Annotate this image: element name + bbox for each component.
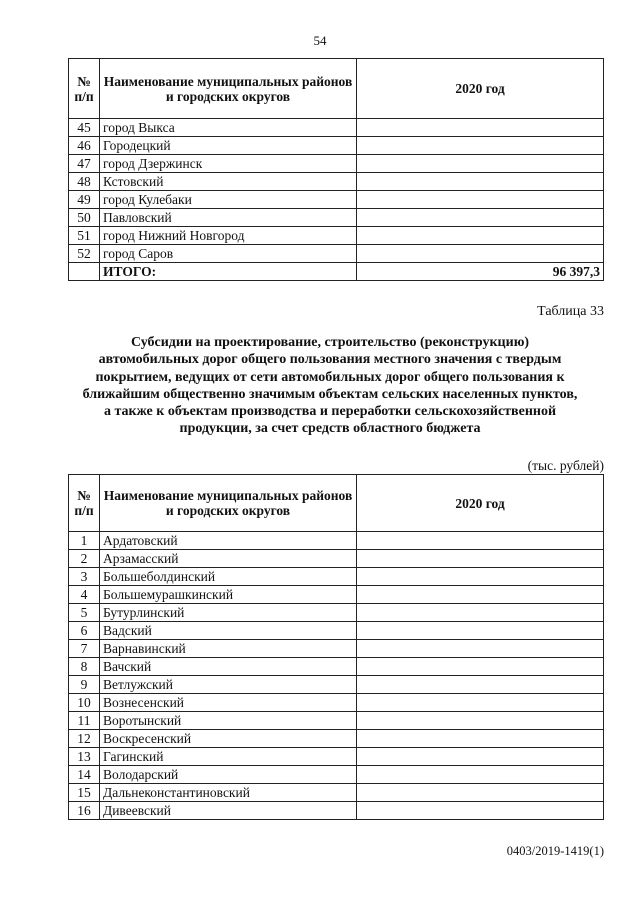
- district-name: Дивеевский: [100, 802, 357, 820]
- row-number: 7: [69, 640, 100, 658]
- table-header-row: [69, 475, 604, 532]
- table-row: [69, 155, 604, 173]
- row-number: 10: [69, 694, 100, 712]
- table-row: [69, 586, 604, 604]
- row-number: 49: [69, 191, 100, 209]
- table-row: [69, 209, 604, 227]
- amount-cell: [357, 586, 604, 604]
- table-row: [69, 694, 604, 712]
- amount-cell: [357, 712, 604, 730]
- row-number: 4: [69, 586, 100, 604]
- district-name: Большеболдинский: [100, 568, 357, 586]
- district-name: город Кулебаки: [100, 191, 357, 209]
- amount-cell: [357, 766, 604, 784]
- table-row: [69, 173, 604, 191]
- district-name: город Нижний Новгород: [100, 227, 357, 245]
- amount-cell: [357, 550, 604, 568]
- amount-cell: [357, 676, 604, 694]
- table-row: [69, 532, 604, 550]
- district-name: Павловский: [100, 209, 357, 227]
- table-row: [69, 748, 604, 766]
- table-row: [69, 730, 604, 748]
- row-number: 52: [69, 245, 100, 263]
- district-name: Воротынский: [100, 712, 357, 730]
- amount-cell: [357, 694, 604, 712]
- amount-cell: [357, 209, 604, 227]
- table-row: [69, 119, 604, 137]
- column-header-number: № п/п: [69, 59, 100, 119]
- amount-cell: [357, 604, 604, 622]
- table-title: Субсидии на проектирование, строительство (реконструкцию) автомобильных дорог общего пользования местного значения с твердым покрытием, ведущих от сети автомобильных дорог общего пользования к ближайшим общественно значимым объектам сельских населенных пунктов, а также к объектам производства и переработки сельскохозяйственной продукции, за счет средств областного бюджета: [82, 335, 578, 437]
- row-number: 2: [69, 550, 100, 568]
- row-number: 12: [69, 730, 100, 748]
- column-header-number: № п/п: [69, 475, 100, 532]
- row-number: 9: [69, 676, 100, 694]
- table-row: [69, 712, 604, 730]
- row-number: 3: [69, 568, 100, 586]
- units-note: (тыс. рублей): [527, 458, 604, 473]
- district-name: Ардатовский: [100, 532, 357, 550]
- page-number: 54: [313, 33, 327, 48]
- district-name: Гагинский: [100, 748, 357, 766]
- amount-cell: [357, 155, 604, 173]
- row-number: 8: [69, 658, 100, 676]
- amount-cell: [357, 173, 604, 191]
- row-number: 1: [69, 532, 100, 550]
- table-row: [69, 676, 604, 694]
- table-row: [69, 640, 604, 658]
- district-name: Володарский: [100, 766, 357, 784]
- table-row: [69, 227, 604, 245]
- table-row: [69, 550, 604, 568]
- total-number-cell: [69, 263, 100, 281]
- column-header-year: 2020 год: [357, 59, 604, 119]
- table-header-row: [69, 59, 604, 119]
- row-number: 16: [69, 802, 100, 820]
- row-number: 50: [69, 209, 100, 227]
- district-name: Арзамасский: [100, 550, 357, 568]
- table-row: [69, 802, 604, 820]
- district-name: Варнавинский: [100, 640, 357, 658]
- total-label: ИТОГО:: [100, 263, 357, 281]
- amount-cell: [357, 640, 604, 658]
- amount-cell: [357, 748, 604, 766]
- subsidy-table-continued: [68, 58, 604, 281]
- amount-cell: [357, 622, 604, 640]
- amount-cell: [357, 137, 604, 155]
- district-name: Бутурлинский: [100, 604, 357, 622]
- amount-cell: [357, 227, 604, 245]
- district-name: город Выкса: [100, 119, 357, 137]
- subsidy-table-33: [68, 474, 604, 820]
- district-name: Вачский: [100, 658, 357, 676]
- row-number: 5: [69, 604, 100, 622]
- amount-cell: [357, 784, 604, 802]
- row-number: 47: [69, 155, 100, 173]
- table-row: [69, 604, 604, 622]
- district-name: Кстовский: [100, 173, 357, 191]
- amount-cell: [357, 802, 604, 820]
- district-name: Большемурашкинский: [100, 586, 357, 604]
- table-row: [69, 568, 604, 586]
- column-header-year: 2020 год: [357, 475, 604, 532]
- row-number: 6: [69, 622, 100, 640]
- amount-cell: [357, 532, 604, 550]
- amount-cell: [357, 568, 604, 586]
- table-row: [69, 658, 604, 676]
- total-row: [69, 263, 604, 281]
- district-name: город Дзержинск: [100, 155, 357, 173]
- amount-cell: [357, 245, 604, 263]
- document-code: 0403/2019-1419(1): [506, 844, 604, 858]
- total-value: 96 397,3: [357, 263, 604, 281]
- district-name: Городецкий: [100, 137, 357, 155]
- table-row: [69, 245, 604, 263]
- row-number: 51: [69, 227, 100, 245]
- table-row: [69, 137, 604, 155]
- amount-cell: [357, 119, 604, 137]
- table-row: [69, 191, 604, 209]
- table-row: [69, 784, 604, 802]
- district-name: Дальнеконстантиновский: [100, 784, 357, 802]
- amount-cell: [357, 658, 604, 676]
- district-name: город Саров: [100, 245, 357, 263]
- table-row: [69, 766, 604, 784]
- amount-cell: [357, 191, 604, 209]
- district-name: Воскресенский: [100, 730, 357, 748]
- table-label: Таблица 33: [537, 304, 604, 319]
- row-number: 13: [69, 748, 100, 766]
- row-number: 45: [69, 119, 100, 137]
- district-name: Ветлужский: [100, 676, 357, 694]
- row-number: 48: [69, 173, 100, 191]
- table-row: [69, 622, 604, 640]
- row-number: 11: [69, 712, 100, 730]
- column-header-name: Наименование муниципальных районов и городских округов: [100, 475, 357, 532]
- amount-cell: [357, 730, 604, 748]
- district-name: Вадский: [100, 622, 357, 640]
- row-number: 14: [69, 766, 100, 784]
- row-number: 46: [69, 137, 100, 155]
- district-name: Вознесенский: [100, 694, 357, 712]
- row-number: 15: [69, 784, 100, 802]
- column-header-name: Наименование муниципальных районов и городских округов: [100, 59, 357, 119]
